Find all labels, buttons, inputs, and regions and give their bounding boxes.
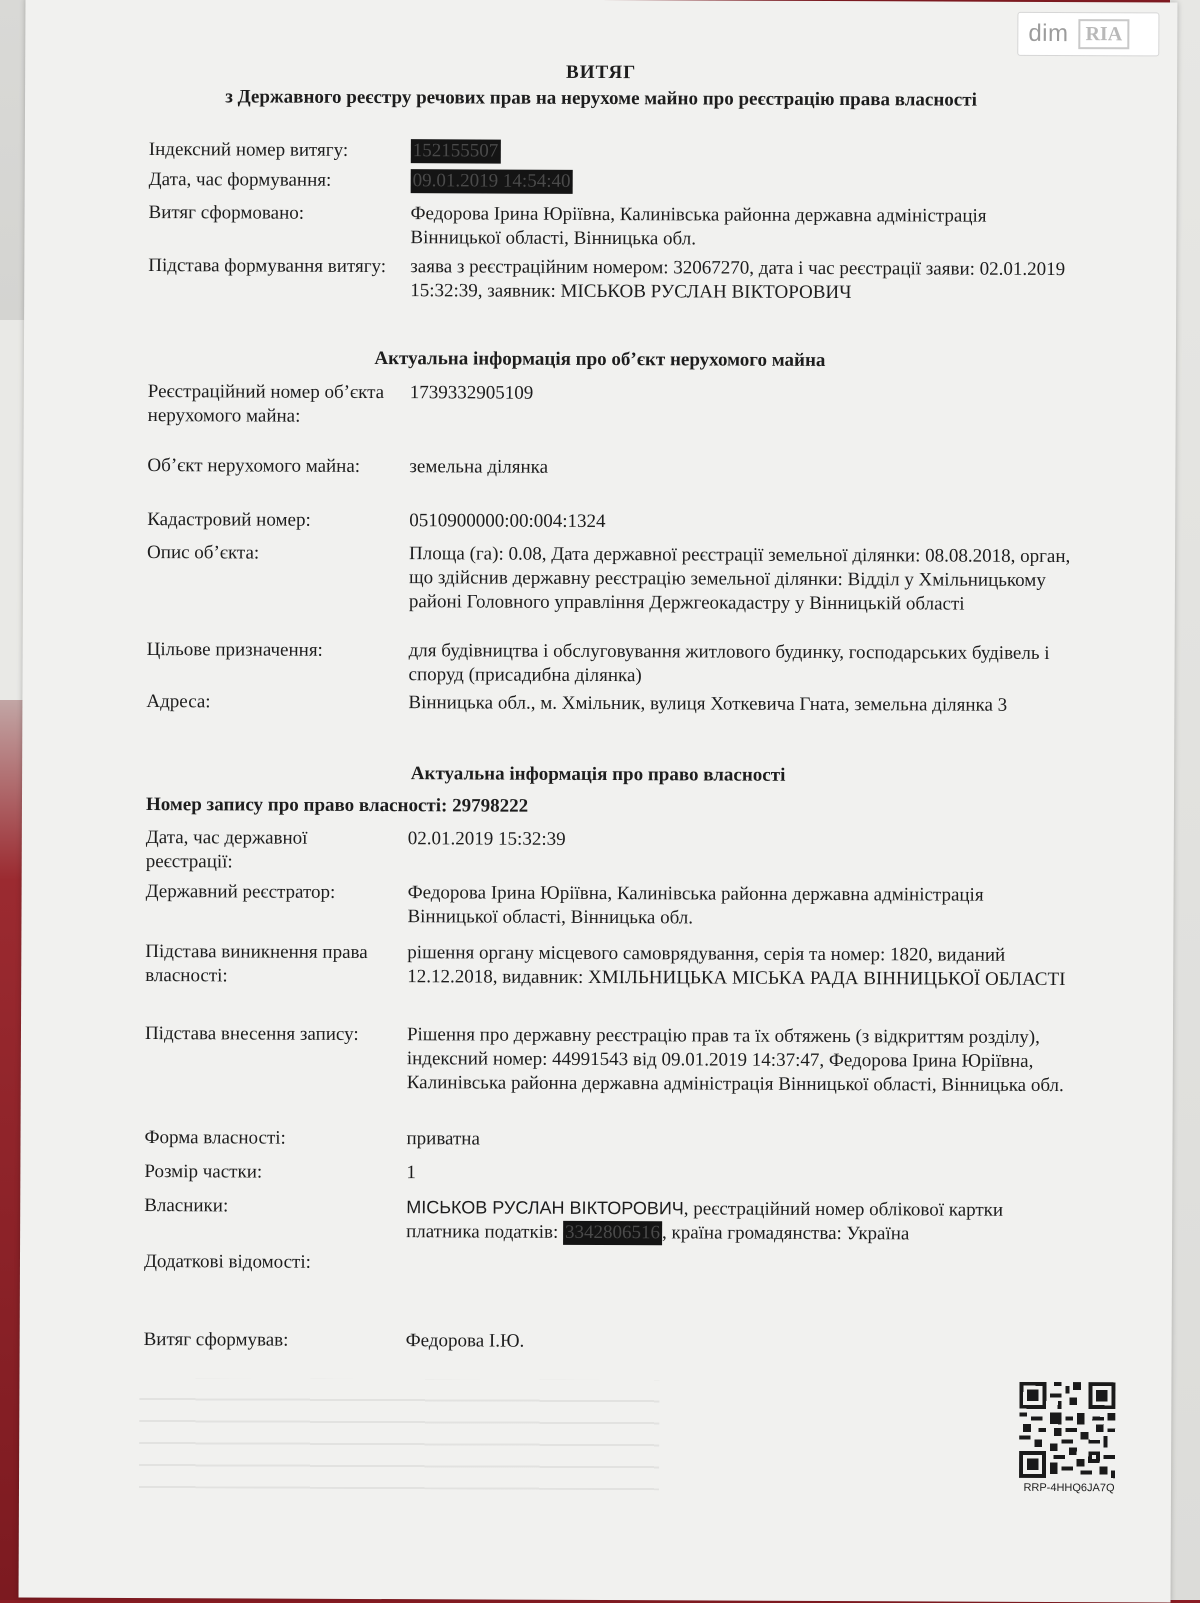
owner-name: МІСЬКОВ РУСЛАН ВІКТОРОВИЧ bbox=[406, 1197, 684, 1219]
form-value: приватна bbox=[406, 1128, 480, 1150]
object-row bbox=[147, 454, 1078, 478]
cadastral-row bbox=[147, 508, 1077, 533]
owner-tax-id-redacted: 3342806516 bbox=[563, 1221, 662, 1245]
document-title: ВИТЯГ bbox=[566, 61, 637, 84]
registrar-value: Федорова Ірина Юріївна, Калинівська районна державна адміністрація Вінницької області, Вінницька обл. bbox=[407, 882, 984, 929]
registrar-label: Державний реєстратор: bbox=[145, 881, 336, 903]
bleed-through-text bbox=[139, 1378, 659, 1490]
document-page bbox=[19, 0, 1178, 1603]
issued-by-label: Витяг сформував: bbox=[143, 1329, 289, 1351]
formed-by-label: Витяг сформовано: bbox=[148, 202, 305, 224]
index-value-redacted: 152155507 bbox=[411, 139, 501, 163]
description-label: Опис об’єкта: bbox=[147, 542, 260, 564]
form-row bbox=[144, 1126, 1075, 1150]
share-label: Розмір частки: bbox=[144, 1161, 263, 1183]
origin-basis-value: рішення органу місцевого самоврядування, серія та номер: 1820, виданий 12.12.2018, видавник: ХМІЛЬНИЦЬКА МІСЬКА РАДА ВІННИЦЬКОЇ ОБЛАСТІ bbox=[407, 942, 1066, 991]
watermark-brand: dim bbox=[1028, 19, 1069, 48]
record-number-heading bbox=[146, 794, 528, 818]
address-value: Вінницька обл., м. Хмільник, вулиця Хоткевича Гната, земельна ділянка 3 bbox=[408, 692, 1008, 716]
additional-value bbox=[406, 1251, 1076, 1254]
share-row bbox=[144, 1160, 1074, 1184]
owners-value bbox=[406, 1195, 1076, 1247]
origin-basis-row bbox=[145, 940, 1075, 991]
formed-by-row bbox=[148, 201, 1079, 250]
index-label: Індексний номер витягу: bbox=[148, 139, 349, 161]
datetime-value-redacted: 09.01.2019 14:54:40 bbox=[411, 169, 573, 194]
issued-by-row bbox=[143, 1328, 1074, 1352]
entry-basis-label: Підстава внесення запису: bbox=[144, 1023, 359, 1045]
owners-row bbox=[144, 1194, 1074, 1245]
record-label: Номер запису про право власності: bbox=[145, 794, 448, 817]
basis-row bbox=[148, 254, 1078, 304]
datetime-row bbox=[148, 168, 1079, 192]
record-value: 29798222 bbox=[452, 795, 529, 817]
share-value: 1 bbox=[406, 1162, 416, 1184]
owners-label: Власники: bbox=[144, 1195, 229, 1217]
object-value: земельна ділянка bbox=[409, 456, 549, 478]
basis-label: Підстава формування витягу: bbox=[148, 255, 387, 278]
address-row bbox=[146, 690, 1076, 716]
qr-code-text: RRP-4HHQ6JA7Q bbox=[1023, 1481, 1115, 1495]
watermark-logo bbox=[1017, 12, 1159, 57]
additional-label: Додаткові відомості: bbox=[143, 1251, 311, 1273]
formed-by-value: Федорова Ірина Юріївна, Калинівська районна державна адміністрація Вінницької області, Вінницька обл. bbox=[410, 203, 987, 250]
entry-basis-value: Рішення про державну реєстрацію прав та їх обтяжень (з відкриттям розділу), індексний номер: 44991543 від 09.01.2019 14:37:47, Федорова Ірина Юріївна, Калинівська районна державна адміністрація Вінницької області, Вінницька обл. bbox=[406, 1024, 1064, 1097]
ownership-section-title: Актуальна інформація про право власності bbox=[410, 763, 786, 786]
purpose-row bbox=[146, 638, 1077, 687]
datetime-label: Дата, час формування: bbox=[148, 169, 332, 191]
additional-row bbox=[143, 1250, 1074, 1273]
reg-num-label: Реєстраційний номер об’єкта нерухомого майна: bbox=[147, 381, 385, 427]
owner-text-2: , країна громадянства: Україна bbox=[661, 1222, 910, 1245]
document-subtitle: з Державного реєстру речових прав на нерухоме майно про реєстрацію права власності bbox=[225, 86, 977, 111]
purpose-label: Цільове призначення: bbox=[146, 639, 323, 661]
watermark-brand-ria: RIA bbox=[1078, 19, 1129, 49]
description-value: Площа (га): 0.08, Дата державної реєстрації земельної ділянки: 08.08.2018, орган, що здійснив державну реєстрацію земельної ділянки: Відділ у Хмільницькому районі Головного управління Держгеокадастру у Вінницькій області bbox=[408, 543, 1071, 615]
address-label: Адреса: bbox=[146, 691, 211, 713]
qr-code-icon bbox=[1019, 1382, 1115, 1478]
description-row bbox=[147, 541, 1077, 615]
origin-basis-label: Підстава виникнення права власності: bbox=[145, 941, 368, 987]
reg-date-label: Дата, час державної реєстрації: bbox=[145, 827, 308, 873]
reg-num-row bbox=[147, 380, 1078, 427]
owner-text-1: , реєстраційний номер облікової картки платника податків: bbox=[406, 1198, 1004, 1243]
registrar-row bbox=[145, 880, 1076, 929]
object-section-title: Актуальна інформація про об’єкт нерухомого майна bbox=[374, 348, 826, 371]
cadastral-value: 0510900000:00:004:1324 bbox=[409, 510, 606, 533]
basis-value: заява з реєстраційним номером: 32067270, дата і час реєстрації заяви: 02.01.2019 15:32:39, заявник: МІСЬКОВ РУСЛАН ВІКТОРОВИЧ bbox=[410, 256, 1066, 304]
reg-num-value: 1739332905109 bbox=[409, 382, 534, 404]
reg-date-value: 02.01.2019 15:32:39 bbox=[407, 828, 566, 850]
reg-date-row bbox=[145, 826, 1076, 873]
issued-by-value: Федорова І.Ю. bbox=[405, 1330, 525, 1352]
form-label: Форма власності: bbox=[144, 1127, 286, 1149]
entry-basis-row bbox=[144, 1022, 1075, 1097]
purpose-value: для будівництва і обслуговування житлового будинку, господарських будівель і споруд (присадибна ділянка) bbox=[408, 640, 1050, 687]
index-row bbox=[148, 138, 1079, 162]
cadastral-label: Кадастровий номер: bbox=[147, 509, 311, 531]
object-label: Об’єкт нерухомого майна: bbox=[147, 455, 361, 477]
